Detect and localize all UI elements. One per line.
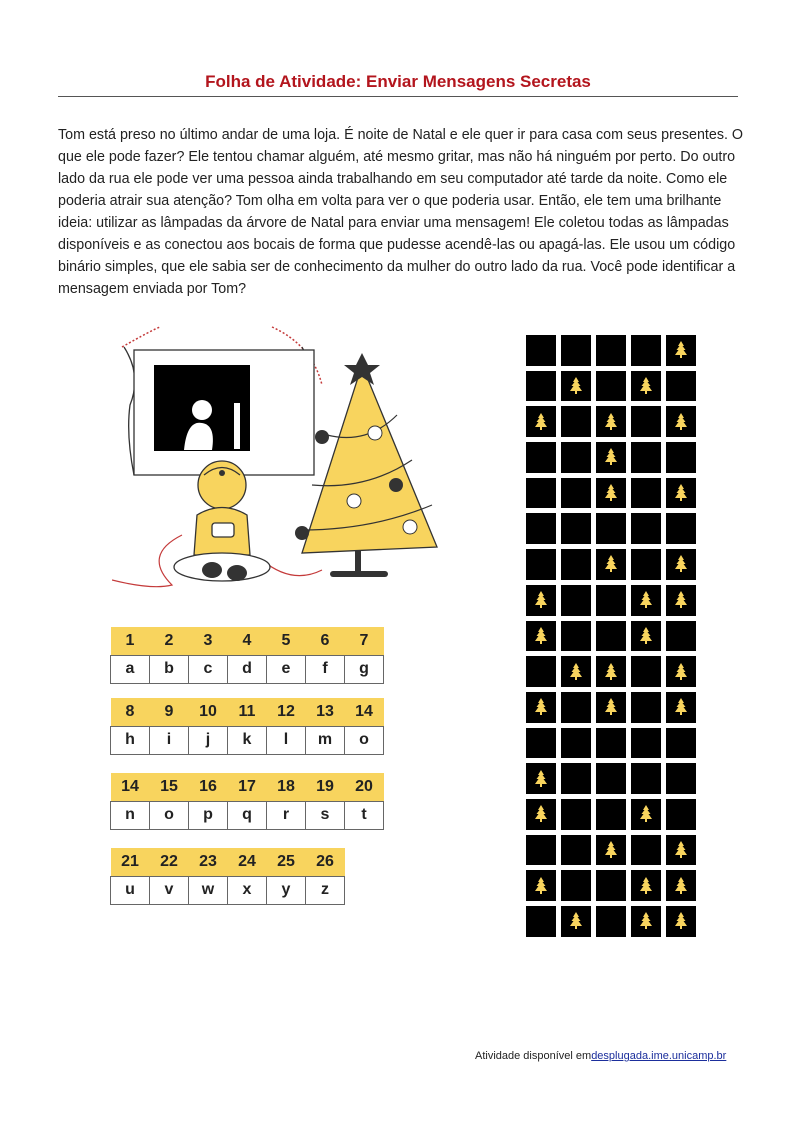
christmas-tree-icon xyxy=(534,591,548,609)
bulb-cell-lit xyxy=(596,442,626,473)
bulb-cell-off xyxy=(631,728,661,759)
intro-line: disponíveis e as conectou aos bocais de forma que pudesse acendê-las ou apagá-las. Ele usou um código xyxy=(58,237,736,253)
key-number: 20 xyxy=(345,773,384,801)
bulb-cell-off xyxy=(596,728,626,759)
key-number: 18 xyxy=(267,773,306,801)
bulb-cell-off xyxy=(631,549,661,580)
bulb-cell-lit xyxy=(526,406,556,437)
key-letter: a xyxy=(111,655,150,683)
christmas-tree-icon xyxy=(604,448,618,466)
bulb-cell-off xyxy=(666,728,696,759)
key-number: 22 xyxy=(150,848,189,876)
christmas-tree-icon xyxy=(534,877,548,895)
bulb-cell-off xyxy=(526,478,556,509)
key-number: 25 xyxy=(267,848,306,876)
key-number: 4 xyxy=(228,627,267,655)
key-number: 8 xyxy=(111,698,150,726)
bulb-cell-off xyxy=(596,870,626,901)
key-letter: h xyxy=(111,726,150,754)
footer-text: Atividade disponível em xyxy=(475,1050,592,1062)
bulb-cell-off xyxy=(631,656,661,687)
bulb-cell-off xyxy=(596,906,626,937)
key-letter: o xyxy=(150,801,189,829)
christmas-tree-icon xyxy=(674,663,688,681)
bulb-cell-lit xyxy=(666,906,696,937)
key-letter: o xyxy=(345,726,384,754)
title-divider xyxy=(58,96,738,97)
key-number: 1 xyxy=(111,627,150,655)
bulb-cell-off xyxy=(526,549,556,580)
bulb-cell-off xyxy=(631,442,661,473)
bulb-cell-lit xyxy=(666,656,696,687)
bulb-cell-off xyxy=(631,692,661,723)
christmas-tree-icon xyxy=(639,377,653,395)
bulb-cell-off xyxy=(596,513,626,544)
key-letter: e xyxy=(267,655,306,683)
key-number: 14 xyxy=(345,698,384,726)
page-title: Folha de Atividade: Enviar Mensagens Secretas xyxy=(205,72,591,91)
christmas-tree-icon xyxy=(674,877,688,895)
bulb-cell-off xyxy=(596,621,626,652)
bulb-cell-lit xyxy=(666,692,696,723)
intro-line: Tom está preso no último andar de uma loja. É noite de Natal e ele quer ir para casa com seus presentes. O xyxy=(58,127,744,143)
bulb-cell-off xyxy=(561,406,591,437)
key-letter: x xyxy=(228,876,267,904)
bulb-cell-lit xyxy=(561,371,591,402)
bulb-cell-off xyxy=(631,478,661,509)
bulb-cell-off xyxy=(666,799,696,830)
key-letter: w xyxy=(189,876,228,904)
key-letter: c xyxy=(189,655,228,683)
key-letter: j xyxy=(189,726,228,754)
bulb-cell-lit xyxy=(631,799,661,830)
christmas-tree-icon xyxy=(569,912,583,930)
bulb-cell-lit xyxy=(526,692,556,723)
bulb-cell-off xyxy=(631,335,661,366)
christmas-tree-icon xyxy=(534,698,548,716)
bulb-cell-off xyxy=(631,513,661,544)
christmas-tree-icon xyxy=(674,591,688,609)
bulb-cell-off xyxy=(666,371,696,402)
key-number: 2 xyxy=(150,627,189,655)
christmas-tree-icon xyxy=(604,698,618,716)
christmas-tree-icon xyxy=(604,555,618,573)
christmas-tree-icon xyxy=(534,413,548,431)
bulb-cell-off xyxy=(526,442,556,473)
bulb-cell-lit xyxy=(666,549,696,580)
christmas-tree-icon xyxy=(674,484,688,502)
bulb-cell-lit xyxy=(631,621,661,652)
bulb-cell-lit xyxy=(526,799,556,830)
bulb-cell-lit xyxy=(596,549,626,580)
bulb-cell-off xyxy=(561,513,591,544)
number-letter-key-table-1 xyxy=(110,627,384,684)
key-number: 7 xyxy=(345,627,384,655)
key-number: 16 xyxy=(189,773,228,801)
intro-line: poderia atrair sua atenção? Tom olha em volta para ver o que poderia usar. Então, ele tem uma brilhante xyxy=(58,193,722,209)
key-letter: t xyxy=(345,801,384,829)
key-number: 12 xyxy=(267,698,306,726)
key-letter: q xyxy=(228,801,267,829)
bulb-cell-off xyxy=(561,478,591,509)
christmas-tree-icon xyxy=(674,912,688,930)
key-letter: g xyxy=(345,655,384,683)
christmas-tree-icon xyxy=(674,698,688,716)
number-letter-key-table-3 xyxy=(110,773,384,830)
bulb-cell-lit xyxy=(596,478,626,509)
bulb-cell-off xyxy=(561,585,591,616)
bulb-cell-off xyxy=(526,335,556,366)
key-number: 14 xyxy=(111,773,150,801)
footer xyxy=(475,1050,726,1062)
bulb-grid xyxy=(526,335,698,907)
key-letter: d xyxy=(228,655,267,683)
key-letter: u xyxy=(111,876,150,904)
intro-line: mensagem enviada por Tom? xyxy=(58,281,247,297)
bulb-cell-lit xyxy=(666,335,696,366)
key-number: 6 xyxy=(306,627,345,655)
bulb-cell-off xyxy=(596,763,626,794)
bulb-cell-off xyxy=(596,585,626,616)
key-letter: i xyxy=(150,726,189,754)
christmas-tree-icon xyxy=(534,805,548,823)
key-letter: z xyxy=(306,876,345,904)
bulb-cell-off xyxy=(631,835,661,866)
christmas-tree-icon xyxy=(674,341,688,359)
key-number: 19 xyxy=(306,773,345,801)
intro-paragraph xyxy=(58,124,744,300)
key-number: 17 xyxy=(228,773,267,801)
bulb-cell-off xyxy=(561,728,591,759)
bulb-cell-off xyxy=(666,621,696,652)
christmas-tree-icon xyxy=(604,484,618,502)
bulb-cell-off xyxy=(526,656,556,687)
bulb-cell-off xyxy=(631,406,661,437)
number-letter-key-table-4 xyxy=(110,848,345,905)
number-letter-key-table-2 xyxy=(110,698,384,755)
key-number: 3 xyxy=(189,627,228,655)
bulb-cell-lit xyxy=(561,656,591,687)
bulb-cell-off xyxy=(596,371,626,402)
bulb-cell-lit xyxy=(526,585,556,616)
bulb-cell-off xyxy=(596,799,626,830)
bulb-cell-off xyxy=(561,799,591,830)
key-letter: b xyxy=(150,655,189,683)
bulb-cell-lit xyxy=(526,621,556,652)
intro-line: ideia: utilizar as lâmpadas da árvore de Natal para enviar uma mensagem! Ele coletou todas as lâmpadas xyxy=(58,215,729,231)
christmas-tree-icon xyxy=(674,413,688,431)
intro-line: que ele pode fazer? Ele tentou chamar alguém, até mesmo gritar, mas não há ninguém por perto. Do outro xyxy=(58,149,736,165)
key-number: 15 xyxy=(150,773,189,801)
bulb-cell-off xyxy=(561,763,591,794)
bulb-cell-lit xyxy=(631,371,661,402)
key-letter: n xyxy=(111,801,150,829)
key-number: 24 xyxy=(228,848,267,876)
bulb-cell-lit xyxy=(596,692,626,723)
bulb-cell-lit xyxy=(596,835,626,866)
key-number: 9 xyxy=(150,698,189,726)
christmas-tree-icon xyxy=(639,912,653,930)
bulb-cell-off xyxy=(561,549,591,580)
key-number: 13 xyxy=(306,698,345,726)
key-letter: v xyxy=(150,876,189,904)
bulb-cell-off xyxy=(561,621,591,652)
key-letter: l xyxy=(267,726,306,754)
bulb-cell-off xyxy=(526,371,556,402)
key-letter: m xyxy=(306,726,345,754)
bulb-cell-off xyxy=(526,728,556,759)
key-number: 11 xyxy=(228,698,267,726)
christmas-tree-icon xyxy=(604,413,618,431)
bulb-cell-lit xyxy=(561,906,591,937)
footer-link[interactable]: desplugada.ime.unicamp.br xyxy=(591,1050,727,1062)
bulb-cell-lit xyxy=(631,906,661,937)
bulb-cell-off xyxy=(561,692,591,723)
christmas-tree-icon xyxy=(534,770,548,788)
bulb-cell-lit xyxy=(666,585,696,616)
boy-with-christmas-tree-illustration xyxy=(112,325,462,595)
christmas-tree-icon xyxy=(569,377,583,395)
key-number: 5 xyxy=(267,627,306,655)
bulb-cell-lit xyxy=(666,478,696,509)
bulb-cell-lit xyxy=(596,406,626,437)
christmas-tree-icon xyxy=(639,627,653,645)
bulb-cell-off xyxy=(561,835,591,866)
bulb-cell-off xyxy=(666,513,696,544)
christmas-tree-icon xyxy=(639,591,653,609)
bulb-cell-off xyxy=(561,870,591,901)
key-letter: y xyxy=(267,876,306,904)
key-letter: s xyxy=(306,801,345,829)
christmas-tree-icon xyxy=(569,663,583,681)
bulb-cell-off xyxy=(666,442,696,473)
christmas-tree-icon xyxy=(639,877,653,895)
bulb-cell-lit xyxy=(666,406,696,437)
bulb-cell-lit xyxy=(526,763,556,794)
bulb-cell-off xyxy=(561,335,591,366)
bulb-cell-lit xyxy=(596,656,626,687)
intro-line: binário simples, que ele sabia ser de conhecimento da mulher do outro lado da rua. Você pode identificar a xyxy=(58,259,736,275)
key-letter: p xyxy=(189,801,228,829)
key-letter: r xyxy=(267,801,306,829)
christmas-tree-icon xyxy=(604,841,618,859)
key-number: 23 xyxy=(189,848,228,876)
bulb-cell-off xyxy=(526,513,556,544)
christmas-tree-icon xyxy=(604,663,618,681)
bulb-cell-off xyxy=(596,335,626,366)
key-number: 10 xyxy=(189,698,228,726)
intro-line: lado da rua ele pode ver uma pessoa ainda trabalhando em seu computador até tarde da noite. Como ele xyxy=(58,171,728,187)
bulb-cell-lit xyxy=(526,870,556,901)
bulb-cell-off xyxy=(631,763,661,794)
key-number: 21 xyxy=(111,848,150,876)
key-letter: k xyxy=(228,726,267,754)
bulb-cell-off xyxy=(561,442,591,473)
christmas-tree-icon xyxy=(674,555,688,573)
bulb-cell-off xyxy=(666,763,696,794)
bulb-cell-lit xyxy=(631,870,661,901)
key-number: 26 xyxy=(306,848,345,876)
christmas-tree-icon xyxy=(639,805,653,823)
christmas-tree-icon xyxy=(534,627,548,645)
christmas-tree-icon xyxy=(674,841,688,859)
bulb-cell-lit xyxy=(631,585,661,616)
bulb-cell-off xyxy=(526,835,556,866)
key-letter: f xyxy=(306,655,345,683)
bulb-cell-off xyxy=(526,906,556,937)
bulb-cell-lit xyxy=(666,835,696,866)
bulb-cell-lit xyxy=(666,870,696,901)
